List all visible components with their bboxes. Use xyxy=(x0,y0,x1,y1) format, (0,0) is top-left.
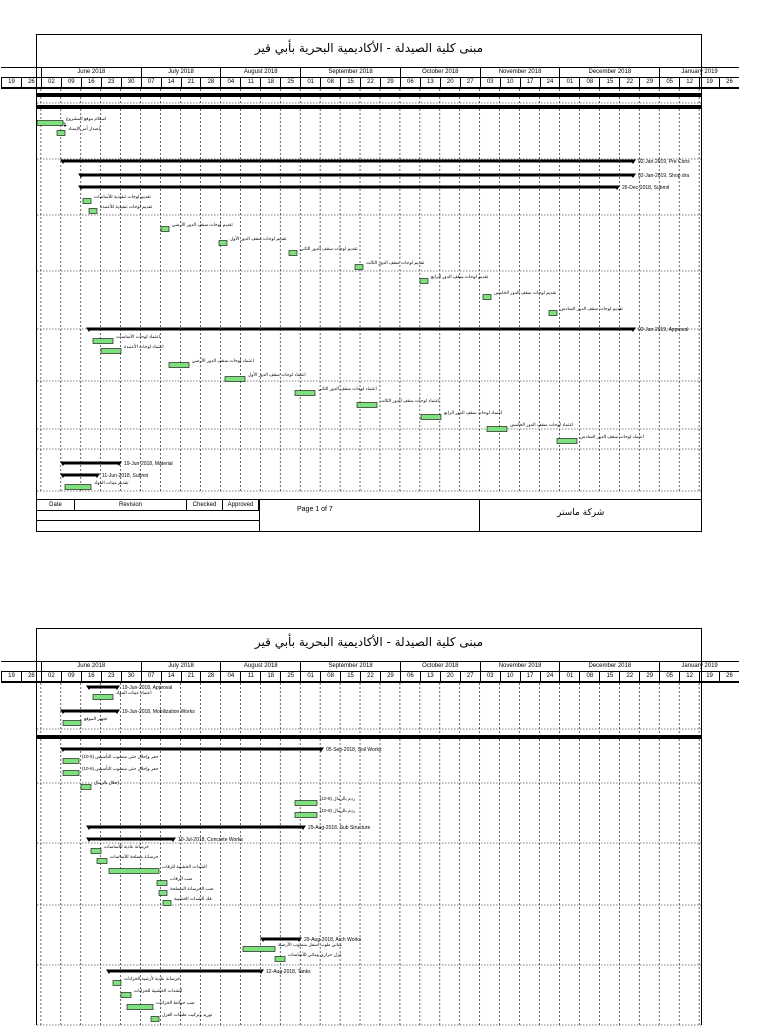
task-label: صب الخرسانة المسلحة xyxy=(170,886,214,891)
day-header: 08 xyxy=(579,671,599,681)
day-header: 07 xyxy=(141,671,161,681)
day-header: 18 xyxy=(260,671,280,681)
task-label: اعتماد لوحات سقف الدور الرابع xyxy=(444,410,503,415)
day-header: 02 xyxy=(41,671,61,681)
day-header: 03 xyxy=(480,77,500,87)
title-block xyxy=(37,499,701,532)
day-header: 15 xyxy=(599,77,619,87)
task-bar xyxy=(289,251,297,256)
project-summary-bar xyxy=(37,93,701,97)
task-label: صب حوائط الخزانات xyxy=(156,1000,195,1005)
summary-label: 05-Sep-2018, Soil Works xyxy=(326,747,382,753)
day-header: 16 xyxy=(81,671,101,681)
task-label: تقديم لوحات سقف الدور الأرضي xyxy=(172,222,233,227)
gantt-chart xyxy=(37,89,701,491)
day-header: 24 xyxy=(540,671,560,681)
revision-label: Revision xyxy=(75,500,187,510)
day-header: 06 xyxy=(400,77,420,87)
day-header: 29 xyxy=(639,77,659,87)
day-header: 22 xyxy=(360,671,380,681)
task-label: تقديم لوحات سقف الدور الأول xyxy=(230,236,287,241)
summary-label: 02-Jan-2019, Shop dra xyxy=(638,173,690,179)
task-label: اعتماد لوحات الأعمدة xyxy=(124,344,164,349)
gantt-chart xyxy=(37,683,701,1025)
month-header: December 2018 xyxy=(559,662,659,671)
month-header: December 2018 xyxy=(559,68,659,77)
month-header: July 2018 xyxy=(141,662,221,671)
day-header: 22 xyxy=(619,671,639,681)
task-bar xyxy=(113,981,121,986)
task-bar xyxy=(127,1005,153,1010)
task-label: تقديم لوحات سقف الدور السادس xyxy=(560,306,623,311)
task-bar xyxy=(295,801,317,806)
day-header: 29 xyxy=(380,671,400,681)
dependency-arrow xyxy=(64,125,67,127)
task-label: ردم بالرمال (8-10) xyxy=(320,796,356,801)
task-label: إحلال بالرمال xyxy=(94,780,119,785)
day-header: 08 xyxy=(579,77,599,87)
month-header: January 2019 xyxy=(659,662,739,671)
task-bar xyxy=(57,131,65,136)
task-label: اعتماد لوحات سقف الدور السادس xyxy=(580,434,644,439)
day-header: 09 xyxy=(61,671,81,681)
day-header: 01 xyxy=(559,77,579,87)
summary-label: 10-Jul-2018, Concrete Works xyxy=(178,837,243,843)
task-bar xyxy=(161,227,169,232)
summary-bar xyxy=(63,462,119,465)
day-header: 21 xyxy=(181,671,201,681)
summary-bar xyxy=(89,328,633,331)
day-header: 17 xyxy=(520,671,540,681)
task-label: صب الرقاب xyxy=(170,876,193,881)
task-label: عزل حراري ومائي للأساسات xyxy=(288,952,342,957)
gantt-bars-svg xyxy=(37,89,701,491)
summary-label: 26-Dec-2018, Submit xyxy=(622,185,670,191)
summary-bar xyxy=(63,474,97,477)
task-bar xyxy=(157,881,167,886)
construction-summary-bar xyxy=(37,735,701,739)
task-bar xyxy=(63,759,79,764)
task-bar xyxy=(169,363,189,368)
task-bar xyxy=(295,391,315,396)
task-bar xyxy=(89,209,97,214)
summary-bar xyxy=(263,938,299,941)
day-header: 22 xyxy=(619,77,639,87)
task-label: اعتماد عينات المواد xyxy=(116,690,152,695)
task-bar xyxy=(63,771,79,776)
day-header: 20 xyxy=(440,77,460,87)
task-label: توريد وتركيب طبقات العزل xyxy=(162,1012,213,1017)
day-header: 02 xyxy=(41,77,61,87)
day-header: 17 xyxy=(520,77,540,87)
approved-label: Approved xyxy=(223,500,259,510)
day-header: 08 xyxy=(320,671,340,681)
task-bar xyxy=(91,849,101,854)
task-bar xyxy=(121,993,131,998)
task-label: اعتماد لوحات الأساسات xyxy=(116,334,161,339)
task-label: خرسانة عادية للأساسات xyxy=(104,844,149,849)
company-name: شركة ماستر xyxy=(557,508,605,518)
month-header: September 2018 xyxy=(300,68,400,77)
day-header: 28 xyxy=(200,671,220,681)
gantt-page-1 xyxy=(8,34,733,532)
month-header: October 2018 xyxy=(400,662,480,671)
task-bar xyxy=(355,265,363,270)
task-label: اعتماد لوحات سقف الدور الأرضي xyxy=(192,358,254,363)
task-bar xyxy=(487,427,507,432)
day-header: 10 xyxy=(500,77,520,87)
month-header: June 2018 xyxy=(41,662,141,671)
task-bar xyxy=(295,813,317,818)
task-label: الشدات الخشبية للخزانات xyxy=(134,988,183,993)
summary-bar xyxy=(89,838,173,841)
summary-bar xyxy=(89,826,303,829)
summary-bar xyxy=(89,686,117,689)
summary-bar xyxy=(81,186,617,189)
task-bar xyxy=(37,121,63,126)
task-bar xyxy=(219,241,227,246)
task-label: تقديم لوحات سقف الدور الرابع xyxy=(431,274,489,279)
task-label: حفر وإحلال حتى منسوب التأسيس (5-10) xyxy=(82,754,159,759)
summary-label: 29-Aug-2018, Sub Structure xyxy=(308,825,371,831)
summary-label: 02-Jan-2019, Approval xyxy=(638,327,689,333)
day-header: 26 xyxy=(21,671,41,681)
day-header: 07 xyxy=(141,77,161,87)
task-bar xyxy=(483,295,491,300)
summary-label: 29-Aug-2018, Arch Works xyxy=(304,937,362,943)
summary-bar xyxy=(63,160,633,163)
task-label: استلام موقع المشروع xyxy=(66,116,107,121)
day-header: 27 xyxy=(460,77,480,87)
task-bar xyxy=(97,859,107,864)
checked-label: Checked xyxy=(187,500,223,510)
task-bar xyxy=(93,695,113,700)
task-bar xyxy=(93,339,113,344)
day-header: 08 xyxy=(320,77,340,87)
page-number: Page 1 of 7 xyxy=(297,506,333,513)
day-header: 25 xyxy=(280,77,300,87)
day-header: 10 xyxy=(500,671,520,681)
timescale-days xyxy=(1,77,739,89)
task-bar xyxy=(65,485,91,490)
date-label: Date xyxy=(37,500,75,510)
day-header: 19 xyxy=(1,77,21,87)
day-header: 19 xyxy=(699,77,719,87)
task-bar xyxy=(275,957,285,962)
summary-bar xyxy=(109,970,261,973)
task-label: الشدات الخشبية للرقاب xyxy=(162,864,207,869)
task-bar xyxy=(357,403,377,408)
timescale-days xyxy=(1,671,739,683)
task-bar xyxy=(557,439,577,444)
day-header: 26 xyxy=(719,671,739,681)
task-label: اعتماد لوحات سقف الدور الثالث xyxy=(380,398,440,403)
summary-bar xyxy=(63,748,321,751)
day-header: 22 xyxy=(360,77,380,87)
task-label: تقديم لوحات تنفيذية للأعمدة xyxy=(100,204,153,209)
task-label: تقديم لوحات تنفيذية للأساسات xyxy=(94,194,151,199)
task-bar xyxy=(83,199,91,204)
day-header: 28 xyxy=(200,77,220,87)
task-label: تقديم عينات المواد xyxy=(94,480,129,485)
day-header: 15 xyxy=(340,77,360,87)
day-header: 15 xyxy=(340,671,360,681)
day-header: 13 xyxy=(420,671,440,681)
task-label: مباني طوب أسفل منسوب الأرضية xyxy=(278,942,342,947)
day-header: 04 xyxy=(220,671,240,681)
day-header: 11 xyxy=(240,77,260,87)
month-header: August 2018 xyxy=(220,662,300,671)
day-header: 21 xyxy=(181,77,201,87)
day-header: 16 xyxy=(81,77,101,87)
day-header: 09 xyxy=(61,77,81,87)
document-title: مبنى كلية الصيدلة - الأكاديمية البحرية بأبي قير xyxy=(254,635,484,649)
document-title: مبنى كلية الصيدلة - الأكاديمية البحرية بأبي قير xyxy=(254,41,484,55)
task-bar xyxy=(549,311,557,316)
task-label: تقديم لوحات سقف الدور الخامس xyxy=(494,290,557,295)
task-label: تقديم لوحات سقف الدور الثاني xyxy=(300,246,358,251)
gantt-page-2 xyxy=(8,628,733,1025)
summary-label: 12-Aug-2018, Tanks xyxy=(266,969,311,975)
day-header: 18 xyxy=(260,77,280,87)
month-header: September 2018 xyxy=(300,662,400,671)
task-bar xyxy=(163,901,171,906)
day-header: 30 xyxy=(121,671,141,681)
day-header: 20 xyxy=(440,671,460,681)
day-header: 01 xyxy=(300,77,320,87)
day-header: 05 xyxy=(659,671,679,681)
day-header: 15 xyxy=(599,671,619,681)
month-header: November 2018 xyxy=(480,68,560,77)
day-header: 06 xyxy=(400,671,420,681)
day-header: 03 xyxy=(480,671,500,681)
month-header: October 2018 xyxy=(400,68,480,77)
summary-label: 19-Jun-2018, Mobilization Works xyxy=(122,709,195,715)
day-header: 19 xyxy=(699,671,719,681)
day-header: 25 xyxy=(280,671,300,681)
day-header: 11 xyxy=(240,671,260,681)
task-label: اعتماد لوحات سقف الدور الأول xyxy=(248,372,306,377)
day-header: 04 xyxy=(220,77,240,87)
day-header: 23 xyxy=(101,77,121,87)
task-label: حفر وإحلال حتى منسوب التأسيس (6-10) xyxy=(82,766,159,771)
task-bar xyxy=(225,377,245,382)
phase-summary-bar xyxy=(37,105,701,109)
task-bar xyxy=(109,869,159,874)
day-header: 01 xyxy=(559,671,579,681)
task-bar xyxy=(63,721,81,726)
task-label: فك الشدات الخشبية xyxy=(174,896,212,901)
month-header: June 2018 xyxy=(41,68,141,77)
task-bar xyxy=(420,279,428,284)
day-header: 14 xyxy=(161,77,181,87)
gantt-bars-svg xyxy=(37,683,701,1025)
summary-label: 02-Jan-2019, Pre Cons xyxy=(638,159,690,165)
month-header: August 2018 xyxy=(220,68,300,77)
summary-bar xyxy=(63,710,117,713)
task-label: اعتماد لوحات سقف الدور الخامس xyxy=(510,422,574,427)
task-label: اعتماد لوحات سقف الدور الثاني xyxy=(318,386,377,391)
day-header: 13 xyxy=(420,77,440,87)
task-label: خرسانة مسلحة للأساسات xyxy=(110,854,159,859)
task-bar xyxy=(101,349,121,354)
task-bar xyxy=(243,947,275,952)
day-header: 30 xyxy=(121,77,141,87)
summary-label: 19-Jun-2018, Approval xyxy=(122,685,173,691)
day-header: 26 xyxy=(21,77,41,87)
day-header: 29 xyxy=(639,671,659,681)
day-header: 12 xyxy=(679,671,699,681)
day-header: 19 xyxy=(1,671,21,681)
task-bar xyxy=(151,1017,159,1022)
task-bar xyxy=(81,785,91,790)
task-label: تجهيز الموقع xyxy=(84,716,108,721)
month-header: November 2018 xyxy=(480,662,560,671)
task-label: خرسانة عادية لأرضية الخزانات xyxy=(124,976,180,981)
task-bar xyxy=(159,891,167,896)
task-label: إصدار أمر الإسناد xyxy=(68,126,100,131)
day-header: 23 xyxy=(101,671,121,681)
task-label: ردم بالرمال (9-10) xyxy=(320,808,356,813)
day-header: 27 xyxy=(460,671,480,681)
month-header: July 2018 xyxy=(141,68,221,77)
task-label: تقديم لوحات سقف الدور الثالث xyxy=(366,260,425,265)
task-bar xyxy=(421,415,441,420)
summary-label: 11-Jun-2018, Submit xyxy=(102,473,149,479)
day-header: 29 xyxy=(380,77,400,87)
day-header: 12 xyxy=(679,77,699,87)
day-header: 01 xyxy=(300,671,320,681)
day-header: 24 xyxy=(540,77,560,87)
summary-label: 19-Jun-2018, Material xyxy=(124,461,173,467)
day-header: 26 xyxy=(719,77,739,87)
summary-bar xyxy=(81,174,633,177)
day-header: 05 xyxy=(659,77,679,87)
day-header: 14 xyxy=(161,671,181,681)
month-header: January 2019 xyxy=(659,68,739,77)
